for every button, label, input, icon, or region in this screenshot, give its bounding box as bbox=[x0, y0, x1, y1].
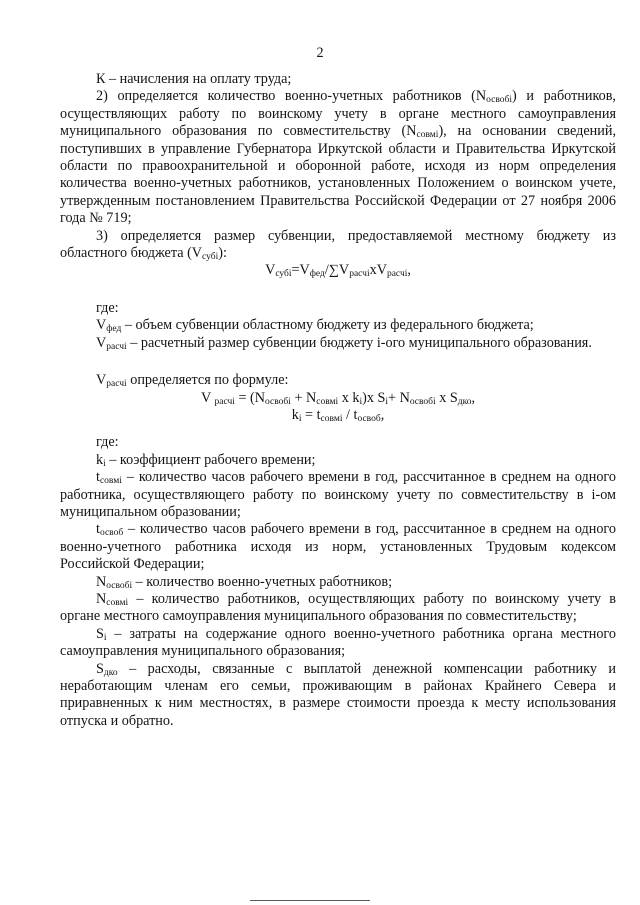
paragraph-k: К – начисления на оплату труда; bbox=[96, 71, 292, 87]
paragraph-2: 2) определяется количество военно-учетных работников $(N_{освобi})$ и работников, осуществляющих работу по воинскому учету в органе местного самоуправления муниципального образования по совместительству $(N_{совмi})$, на основании сведений, поступивших в управление Губернатора Иркутской области и Правительства Иркутской области по правоохранительной и оборонной работе, исходя из норм определения количества военно-учетных работников, установленных Положением о воинском учете, утвержденным постановлением Правительства Российской Федерации от 27 ноября 2006 года № 719; bbox=[60, 88, 616, 227]
document-body bbox=[60, 71, 616, 730]
footer-rule bbox=[250, 900, 370, 901]
where-label-2: где: bbox=[96, 434, 119, 451]
definition-t-osvob: $t_{освоб}$ – количество часов рабочего времени в год, рассчитанное в среднем на одного военно-учетного работника исходя из норм, установленных Трудовым кодексом Российской Федерации; bbox=[60, 521, 616, 573]
definition-v-fed: $V_{фед}$ – объем субвенции областному бюджету из федерального бюджета; bbox=[96, 317, 534, 335]
where-label-1: где: bbox=[96, 299, 119, 316]
formula-k: $k_i = t_{совмi} / t_{освоб}$, bbox=[291, 406, 385, 424]
definition-s-dko: $S_{дко}$ – расходы, связанные с выплатой денежной компенсации работнику и неработающим членам его семьи, проживающим в районах Крайнего Севера и приравненных к ним местностях, в размере стоимости проезда к месту использования отпуска и обратно. bbox=[60, 660, 616, 729]
v-rasch-formula-intro: $V_{расчi}$ определяется по формуле: bbox=[96, 372, 289, 390]
definition-v-rasch: $V_{расчi}$ – расчетный размер субвенции бюджету i-ого муниципального образования. bbox=[96, 334, 592, 352]
page-number: 2 bbox=[316, 45, 324, 61]
formula-v-rasch: V $_{расчi} = (N_{освобi} + N_{совмi}$ x $k_i)x$ $S_i+ N_{освобi}$ x $S_{дко}$, bbox=[200, 389, 476, 407]
paragraph-3: 3) определяется размер субвенции, предоставляемой местному бюджету из областного бюджета $(V_{субi})$: bbox=[60, 227, 616, 263]
definition-t-sovm: $t_{совмi}$ – количество часов рабочего времени в год, рассчитанное в среднем на одного работника, осуществляющего работу по воинскому учету по совместительству в i-ом муниципальном образовании; bbox=[60, 469, 616, 520]
definition-n-osvob: $N_{освобi}$ – количество военно-учетных работников; bbox=[96, 573, 393, 591]
definition-n-sovm: $N_{совмi}$ – количество работников, осуществляющих работу по воинскому учету в органе местного самоуправления муниципального образования по совместительству; bbox=[60, 590, 616, 625]
formula-subvention: $V_{субi}=V_{фед}/\sum V_{расчi}xV_{расчi}$, bbox=[265, 262, 411, 280]
definition-k: $k_i$ – коэффициент рабочего времени; bbox=[96, 451, 316, 469]
definition-s: $S_i$ – затраты на содержание одного военно-учетного работника органа местного самоуправления муниципального образования; bbox=[60, 625, 616, 660]
